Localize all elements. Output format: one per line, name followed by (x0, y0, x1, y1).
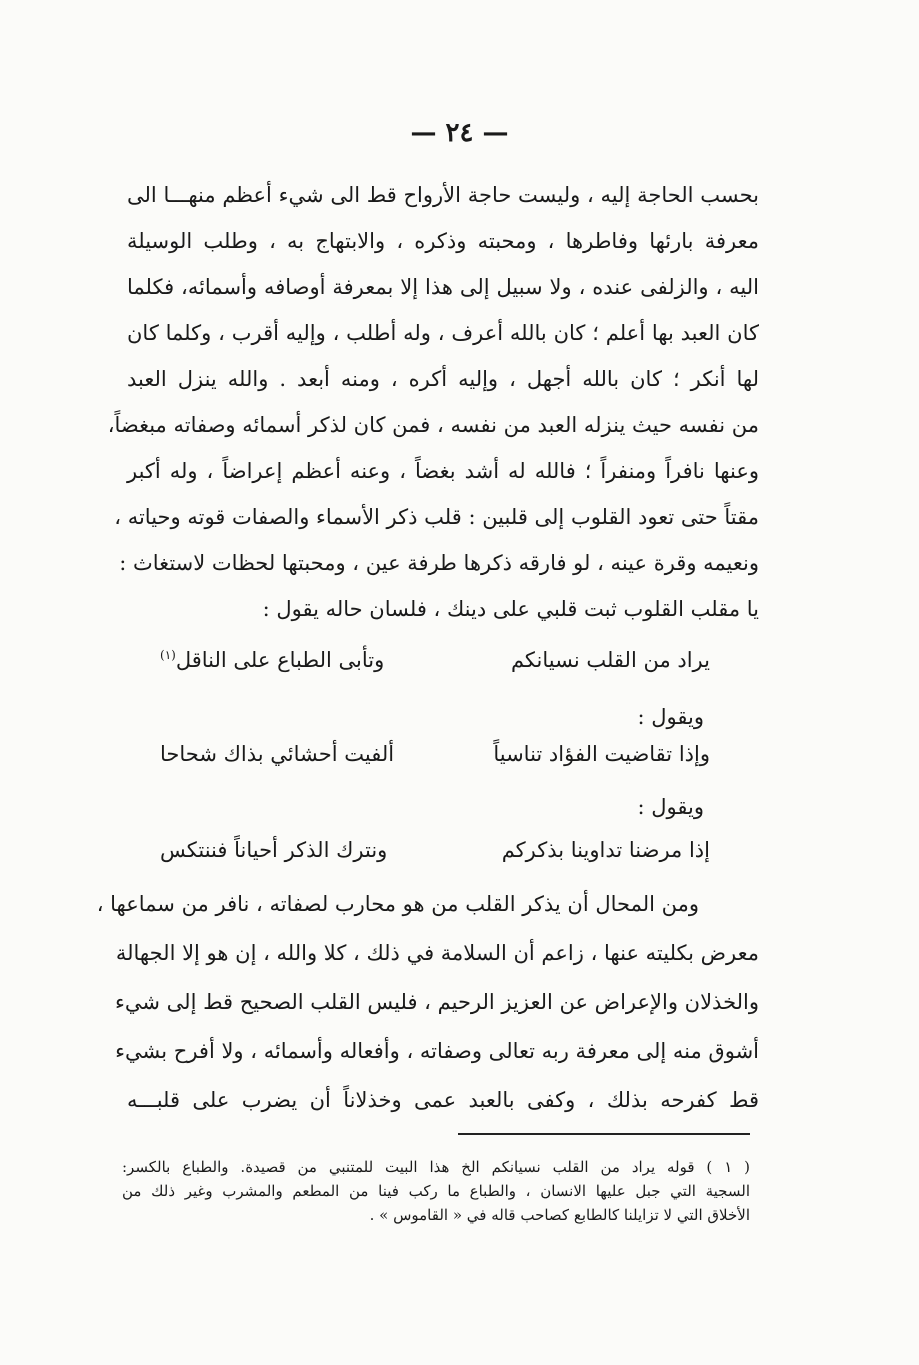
verse-intro: ويقول : (637, 705, 704, 729)
footnote-line: ( ١ ) قوله يراد من القلب نسيانكم الخ هذا البيت للمتنبي من قصيدة. والطباع بالكسر: (122, 1158, 750, 1176)
verse-first-hemistich: يراد من القلب نسيانكم (510, 648, 710, 672)
text-line: لها أنكر ؛ كان بالله أجهل ، وإليه أكره ، ومنه أبعد . والله ينزل العبد (127, 367, 759, 391)
text-line: كان العبد بها أعلم ؛ كان بالله أعرف ، وله أطلب ، وإليه أقرب ، وكلما كان (127, 321, 759, 345)
verse-second-hemistich (160, 648, 384, 672)
verse-second-hemistich: ألفيت أحشائي بذاك شحاحا (160, 742, 395, 766)
footnote (122, 1155, 750, 1227)
verse-second-hemistich: ونترك الذكر أحياناً فننتكس (160, 838, 388, 862)
text-line: قط كفرحه بذلك ، وكفى بالعبد عمى وخذلاناً أن يضرب على قلبـــه (127, 1088, 759, 1112)
text-line: يا مقلب القلوب ثبت قلبي على دينك ، فلسان حاله يقول : (262, 597, 759, 621)
verse-intro: ويقول : (637, 795, 704, 819)
verse-first-hemistich: إذا مرضنا تداوينا بذكركم (501, 838, 710, 862)
verse-3 (160, 838, 710, 878)
footnote-divider (458, 1133, 750, 1135)
verse-first-hemistich: وإذا تقاضيت الفؤاد تناسياً (493, 742, 710, 766)
text-line: أشوق منه إلى معرفة ربه تعالى وصفاته ، وأفعاله وأسمائه ، ولا أفرح بشيء (115, 1039, 759, 1063)
text-line: وعنها نافراً ومنفراً ؛ فالله له أشد بغضاً ، وعنه أعظم إعراضاً ، وله أكبر (127, 459, 759, 483)
page-number: — ٢٤ — (410, 118, 509, 148)
text-line: اليه ، والزلفى عنده ، ولا سبيل إلى هذا إلا بمعرفة أوصافه وأسمائه، فكلما (127, 275, 759, 299)
footnote-marker: (١) (160, 648, 176, 662)
text-line: مقتاً حتى تعود القلوب إلى قلبين : قلب ذكر الأسماء والصفات قوته وحياته ، (114, 505, 759, 529)
text-line: معرض بكليته عنها ، زاعم أن السلامة في ذلك ، كلا والله ، إن هو إلا الجهالة (115, 941, 759, 965)
text-line: والخذلان والإعراض عن العزيز الرحيم ، فليس القلب الصحيح قط إلى شيء (115, 990, 759, 1014)
paragraph-2 (96, 880, 759, 1125)
text-line: معرفة بارئها وفاطرها ، ومحبته وذكره ، والابتهاج به ، وطلب الوسيلة (127, 229, 759, 253)
text-line: من نفسه حيث ينزله العبد من نفسه ، فمن كان لذكر أسمائه وصفاته مبغضاً، (107, 413, 759, 437)
text-line: ومن المحال أن يذكر القلب من هو محارب لصفاته ، نافر من سماعها ، (96, 892, 699, 916)
text-line: بحسب الحاجة إليه ، وليست حاجة الأرواح قط الى شيء أعظم منهـــا الى (127, 183, 759, 207)
verse-1 (160, 648, 710, 688)
verse-2 (160, 742, 710, 782)
paragraph-1 (107, 172, 759, 632)
footnote-line: الأخلاق التي لا تزايلنا كالطابع كصاحب قاله في « القاموس » . (369, 1206, 750, 1224)
footnote-line: السجية التي جبل عليها الانسان ، والطباع ما ركب فينا من المطعم والمشرب وغير ذلك من (122, 1182, 750, 1200)
text-line: ونعيمه وقرة عينه ، لو فارقه ذكرها طرفة عين ، ومحبتها لحظات لاستغاث : (119, 551, 759, 575)
verse-text: وتأبى الطباع على الناقل (175, 648, 385, 672)
